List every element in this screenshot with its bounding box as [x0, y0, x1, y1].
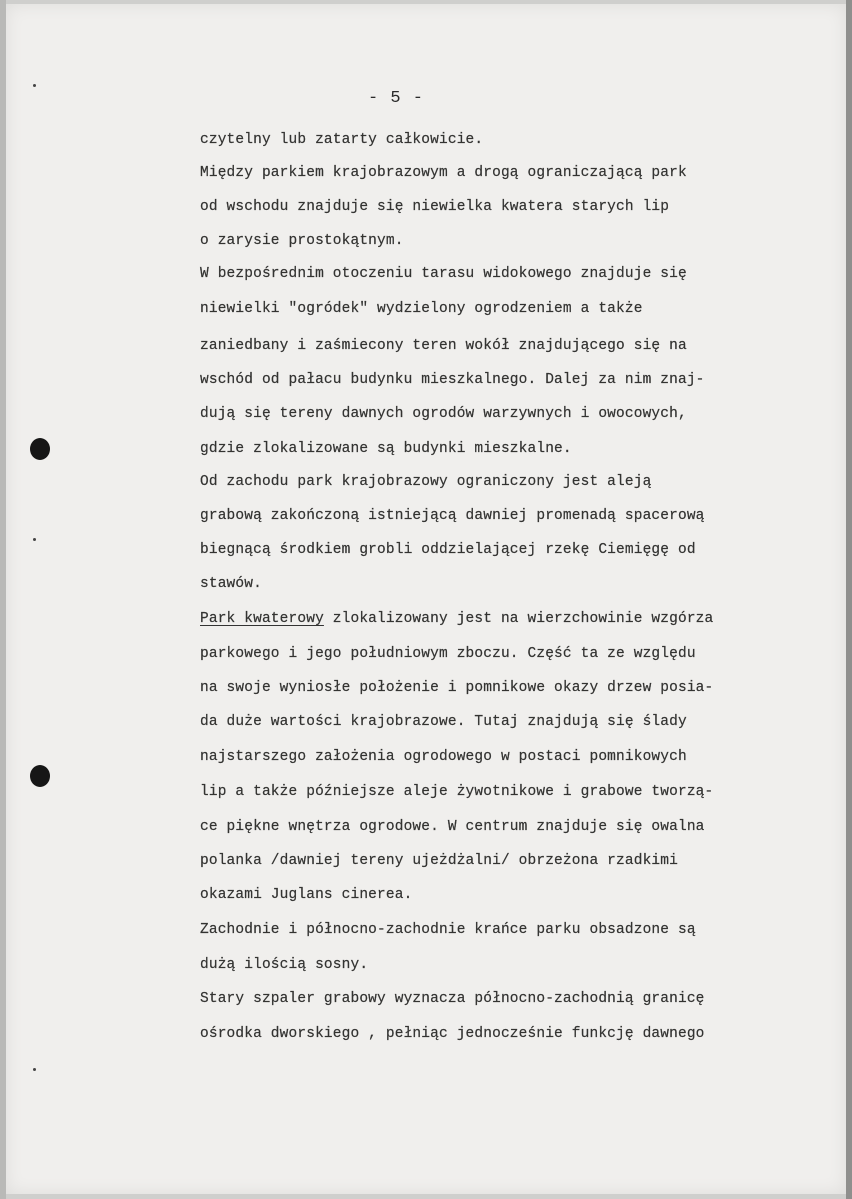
text-line: W bezpośrednim otoczeniu tarasu widokowego znajduje się	[200, 266, 687, 282]
text-line: Od zachodu park krajobrazowy ograniczony jest aleją	[200, 474, 652, 490]
text-line: Park kwaterowy zlokalizowany jest na wierzchowinie wzgórza	[200, 611, 714, 627]
text-line: biegnącą środkiem grobli oddzielającej rzekę Ciemięgę od	[200, 542, 696, 558]
text-line: czytelny lub zatarty całkowicie.	[200, 132, 484, 148]
text-line: okazami Juglans cinerea.	[200, 887, 413, 903]
text-line: na swoje wyniosłe położenie i pomnikowe okazy drzew posia-	[200, 680, 714, 696]
page-number: - 5 -	[368, 89, 425, 108]
text-line: grabową zakończoną istniejącą dawniej promenadą spacerową	[200, 508, 705, 524]
text-line: stawów.	[200, 576, 262, 592]
text-line: zaniedbany i zaśmiecony teren wokół znajdującego się na	[200, 338, 687, 354]
text-line: najstarszego założenia ogrodowego w postaci pomnikowych	[200, 749, 687, 765]
text-line: lip a także późniejsze aleje żywotnikowe i grabowe tworzą-	[200, 784, 714, 800]
text-line: dują się tereny dawnych ogrodów warzywnych i owocowych,	[200, 406, 687, 422]
text-line: niewielki "ogródek" wydzielony ogrodzeniem a także	[200, 301, 643, 317]
text-line: Stary szpaler grabowy wyznacza północno-zachodnią granicę	[200, 991, 705, 1007]
text-line: gdzie zlokalizowane są budynki mieszkalne.	[200, 441, 572, 457]
text-line: da duże wartości krajobrazowe. Tutaj znajdują się ślady	[200, 714, 687, 730]
text-line: ośrodka dworskiego , pełniąc jednocześnie funkcję dawnego	[200, 1026, 705, 1042]
text-line: dużą ilością sosny.	[200, 957, 369, 973]
text-line: o zarysie prostokątnym.	[200, 233, 404, 249]
text-line: Zachodnie i północno-zachodnie krańce parku obsadzone są	[200, 922, 696, 938]
text-line: polanka /dawniej tereny ujeżdżalni/ obrzeżona rzadkimi	[200, 853, 678, 869]
text-line: parkowego i jego południowym zboczu. Część ta ze względu	[200, 646, 696, 662]
text-line: ce piękne wnętrza ogrodowe. W centrum znajduje się owalna	[200, 819, 705, 835]
text-line: Między parkiem krajobrazowym a drogą ograniczającą park	[200, 165, 687, 181]
section-heading-park-kwaterowy: Park kwaterowy	[200, 611, 324, 627]
text-line: wschód od pałacu budynku mieszkalnego. Dalej za nim znaj-	[200, 372, 705, 388]
text-line: od wschodu znajduje się niewielka kwatera starych lip	[200, 199, 670, 215]
